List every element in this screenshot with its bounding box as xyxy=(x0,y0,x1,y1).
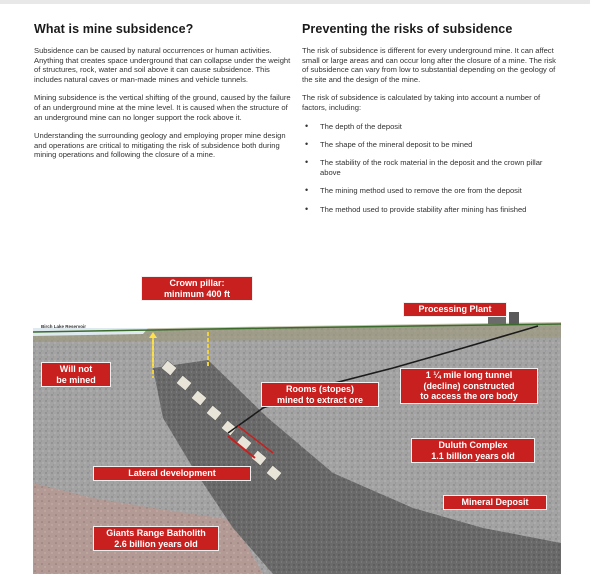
bullet-icon: • xyxy=(305,120,309,131)
tunnel-label: 1 ¼ mile long tunnel (decline) constructed to access the ore body xyxy=(400,368,538,404)
crown-pillar-label: Crown pillar: minimum 400 ft xyxy=(141,276,253,301)
list-item: • The method used to provide stability after mining has finished xyxy=(305,203,527,214)
list-item: • The shape of the mineral deposit to be mined xyxy=(305,138,473,149)
paragraph: The risk of subsidence is different for every underground mine. It can affect small or large areas and can occur long after the closure of a mine. The risk of subsidence can vary from low to substantial depending on the geology of the site and the design of the mine. xyxy=(302,46,556,84)
rooms-stopes-label: Rooms (stopes) mined to extract ore xyxy=(261,382,379,407)
processing-plant-label: Processing Plant xyxy=(403,302,507,317)
processing-plant-building xyxy=(488,316,506,324)
section-title-subsidence: What is mine subsidence? xyxy=(34,22,194,36)
mineral-deposit-label: Mineral Deposit xyxy=(443,495,547,510)
giants-range-label: Giants Range Batholith 2.6 billion years old xyxy=(93,526,219,551)
will-not-be-mined-label: Will not be mined xyxy=(41,362,111,387)
bullet-icon: • xyxy=(305,138,309,149)
paragraph: The risk of subsidence is calculated by taking into account a number of factors, including: xyxy=(302,93,541,112)
section-title-preventing: Preventing the risks of subsidence xyxy=(302,22,513,36)
reservoir-label: Birch Lake Reservoir xyxy=(41,324,87,329)
factor-list xyxy=(302,122,558,214)
lateral-development-label: Lateral development xyxy=(93,466,251,481)
list-item: • The depth of the deposit xyxy=(305,120,402,131)
bullet-icon: • xyxy=(305,185,309,196)
mine-cross-section-diagram xyxy=(33,268,561,574)
list-item: • The mining method used to remove the ore from the deposit xyxy=(305,185,522,196)
bullet-icon: • xyxy=(305,203,309,214)
top-rule xyxy=(0,0,590,4)
paragraph: Understanding the surrounding geology and employing proper mine design and operations are critical to mitigating the risk of subsidence both during mining operations and following the closure of a mine. xyxy=(34,131,286,160)
paragraph: Mining subsidence is the vertical shifting of the ground, caused by the failure of an underground mine at the mine level. It is caused when the structure of an underground mine can no longer support the rock above it. xyxy=(34,93,291,122)
bullet-icon: • xyxy=(305,157,309,168)
right-column xyxy=(302,22,558,223)
duluth-complex-label: Duluth Complex 1.1 billion years old xyxy=(411,438,535,463)
paragraph: Subsidence can be caused by natural occurrences or human activities. Anything that creates space underground that can collapse under the weight of structures, rock, water and soil above it can cause subsidence. This includes natural caves or man-made mines and vehicle tunnels. xyxy=(34,46,291,84)
list-item: • The stability of the rock material in the deposit and the crown pillar above xyxy=(305,157,543,177)
left-column xyxy=(34,22,296,169)
processing-plant-building xyxy=(509,312,519,324)
